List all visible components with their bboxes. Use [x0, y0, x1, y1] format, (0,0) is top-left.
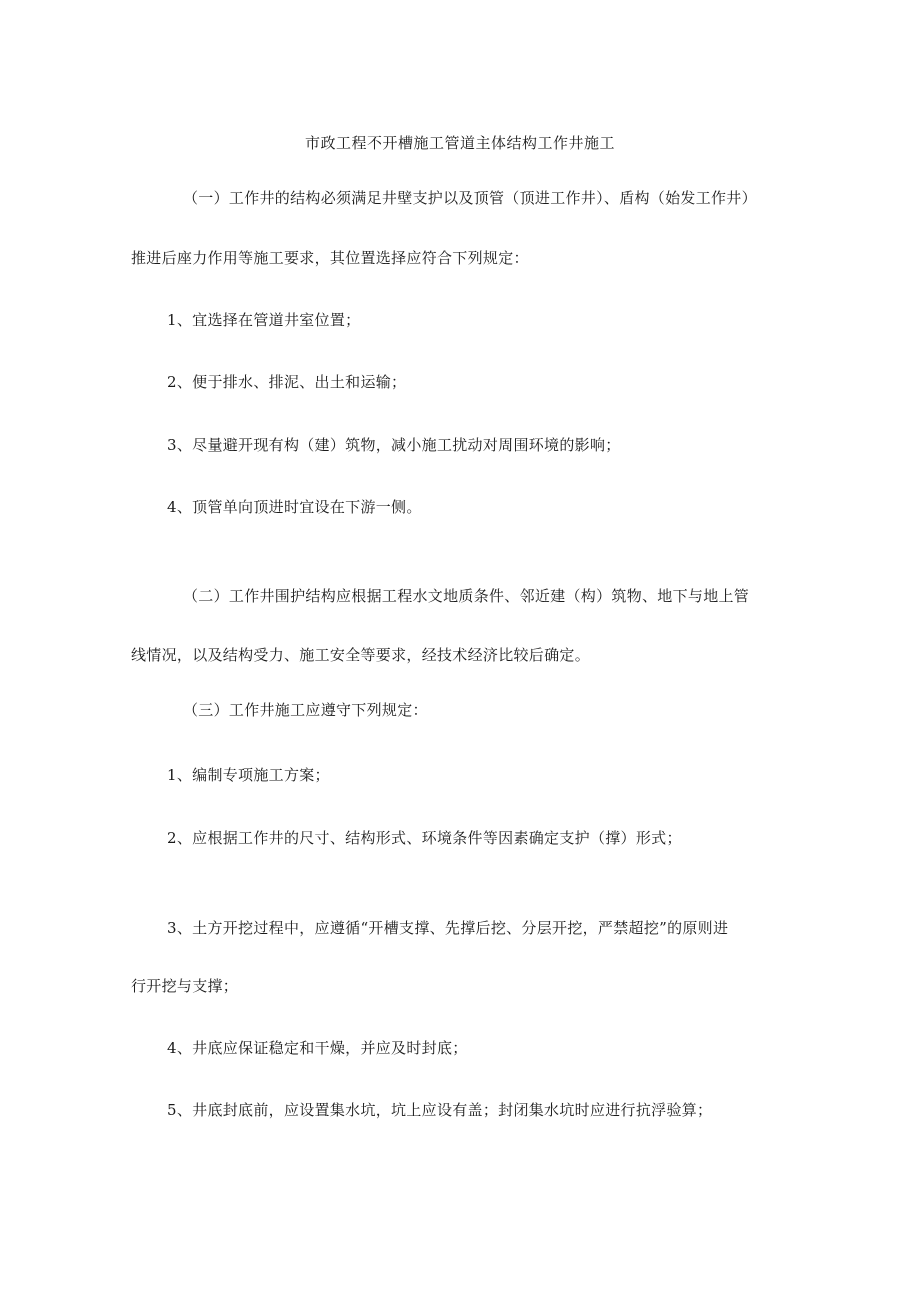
section-3-heading: （三）工作井施工应遵守下列规定： [183, 701, 428, 719]
section-3-item-4: 4、井底应保证稳定和干燥，并应及时封底； [167, 1039, 468, 1057]
section-3-item-1: 1、编制专项施工方案； [167, 766, 330, 784]
document-title: 市政工程不开槽施工管道主体结构工作井施工 [304, 134, 615, 152]
section-3-item-2: 2、应根据工作井的尺寸、结构形式、环境条件等因素确定支护（撑）形式； [167, 829, 682, 847]
section-3-item-5: 5、井底封底前，应设置集水坑，坑上应设有盖；封闭集水坑时应进行抗浮验算； [167, 1101, 713, 1119]
section-1-item-4: 4、顶管单向顶进时宜设在下游一侧。 [167, 498, 422, 516]
section-1-item-3: 3、尽量避开现有构（建）筑物，减小施工扰动对周围环境的影响； [167, 436, 621, 454]
section-3-item-3-line-2: 行开挖与支撑； [131, 977, 239, 995]
section-1-item-2: 2、便于排水、排泥、出土和运输； [167, 373, 407, 391]
section-2-paragraph-line-2: 线情况，以及结构受力、施工安全等要求，经技术经济比较后确定。 [131, 646, 591, 664]
section-3-item-3-line-1: 3、土方开挖过程中，应遵循“开槽支撑、先撑后挖、分层开挖，严禁超挖”的原则进 [167, 919, 729, 937]
section-2-paragraph-line-1: （二）工作井围护结构应根据工程水文地质条件、邻近建（构）筑物、地下与地上管 [183, 587, 750, 605]
section-1-paragraph-line-2: 推进后座力作用等施工要求，其位置选择应符合下列规定： [131, 249, 529, 267]
section-1-item-1: 1、宜选择在管道井室位置； [167, 311, 361, 329]
section-1-paragraph-line-1: （一）工作井的结构必须满足井壁支护以及顶管（顶进工作井）、盾构（始发工作井） [183, 189, 757, 207]
